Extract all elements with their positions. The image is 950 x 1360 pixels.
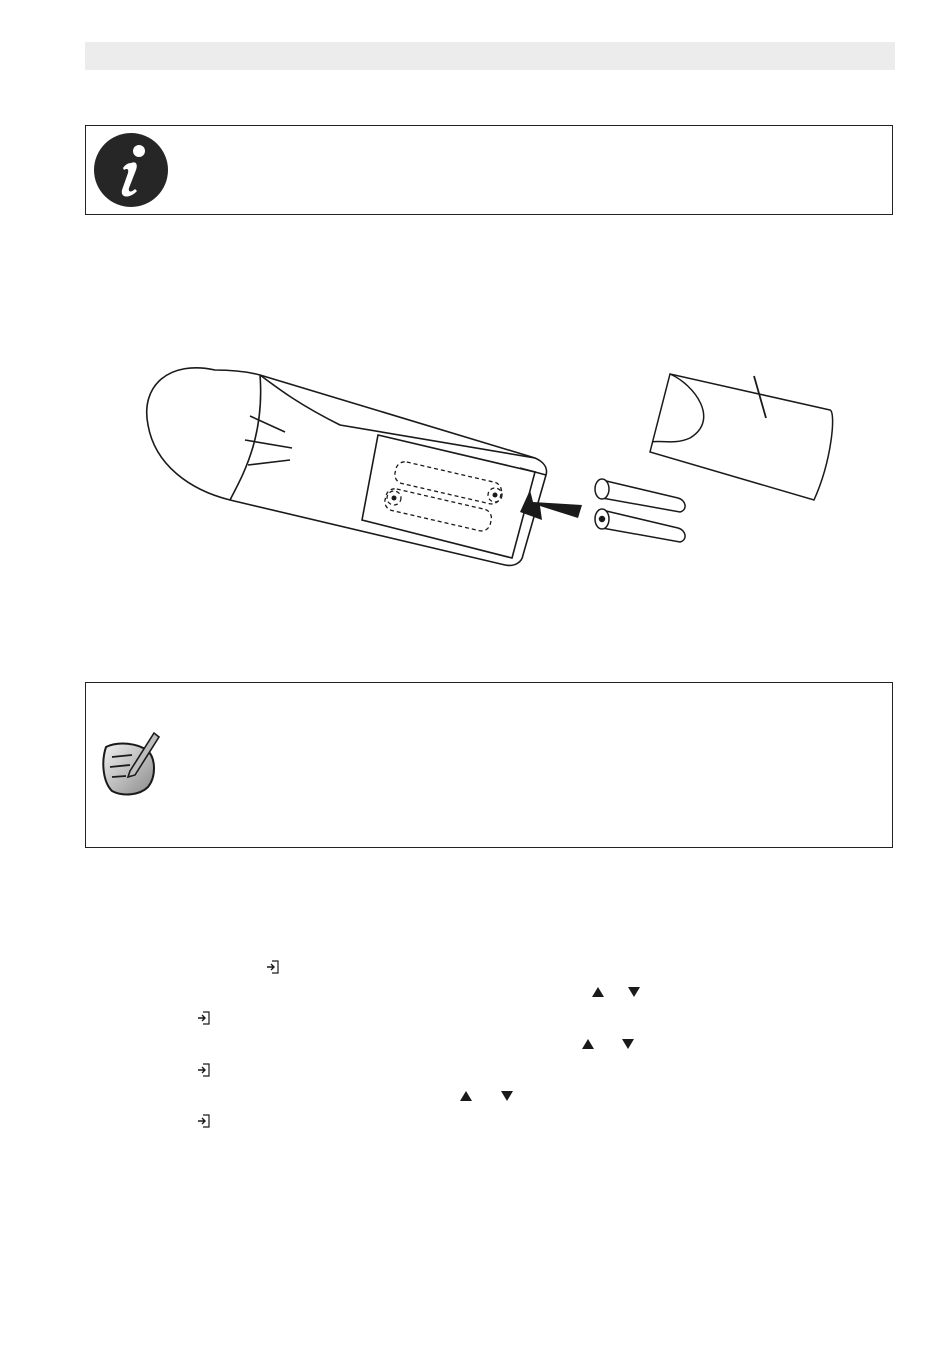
up-arrow-icon	[581, 1037, 595, 1051]
header-bar	[85, 42, 895, 70]
battery-cover-icon	[650, 374, 833, 500]
down-arrow-icon	[627, 985, 641, 999]
enter-icon	[266, 960, 280, 974]
enter-icon	[197, 1011, 211, 1025]
note-box	[85, 682, 893, 848]
battery-icon	[595, 479, 685, 542]
down-arrow-icon	[500, 1089, 514, 1103]
info-box	[85, 125, 893, 215]
enter-icon	[197, 1114, 211, 1128]
note-pen-icon	[98, 727, 160, 799]
up-arrow-icon	[459, 1089, 473, 1103]
enter-icon	[197, 1063, 211, 1077]
info-icon	[93, 132, 169, 208]
down-arrow-icon	[621, 1037, 635, 1051]
remote-battery-figure	[130, 350, 850, 580]
insert-arrow-icon	[520, 490, 582, 520]
up-arrow-icon	[591, 985, 605, 999]
remote-control-icon	[147, 368, 547, 566]
